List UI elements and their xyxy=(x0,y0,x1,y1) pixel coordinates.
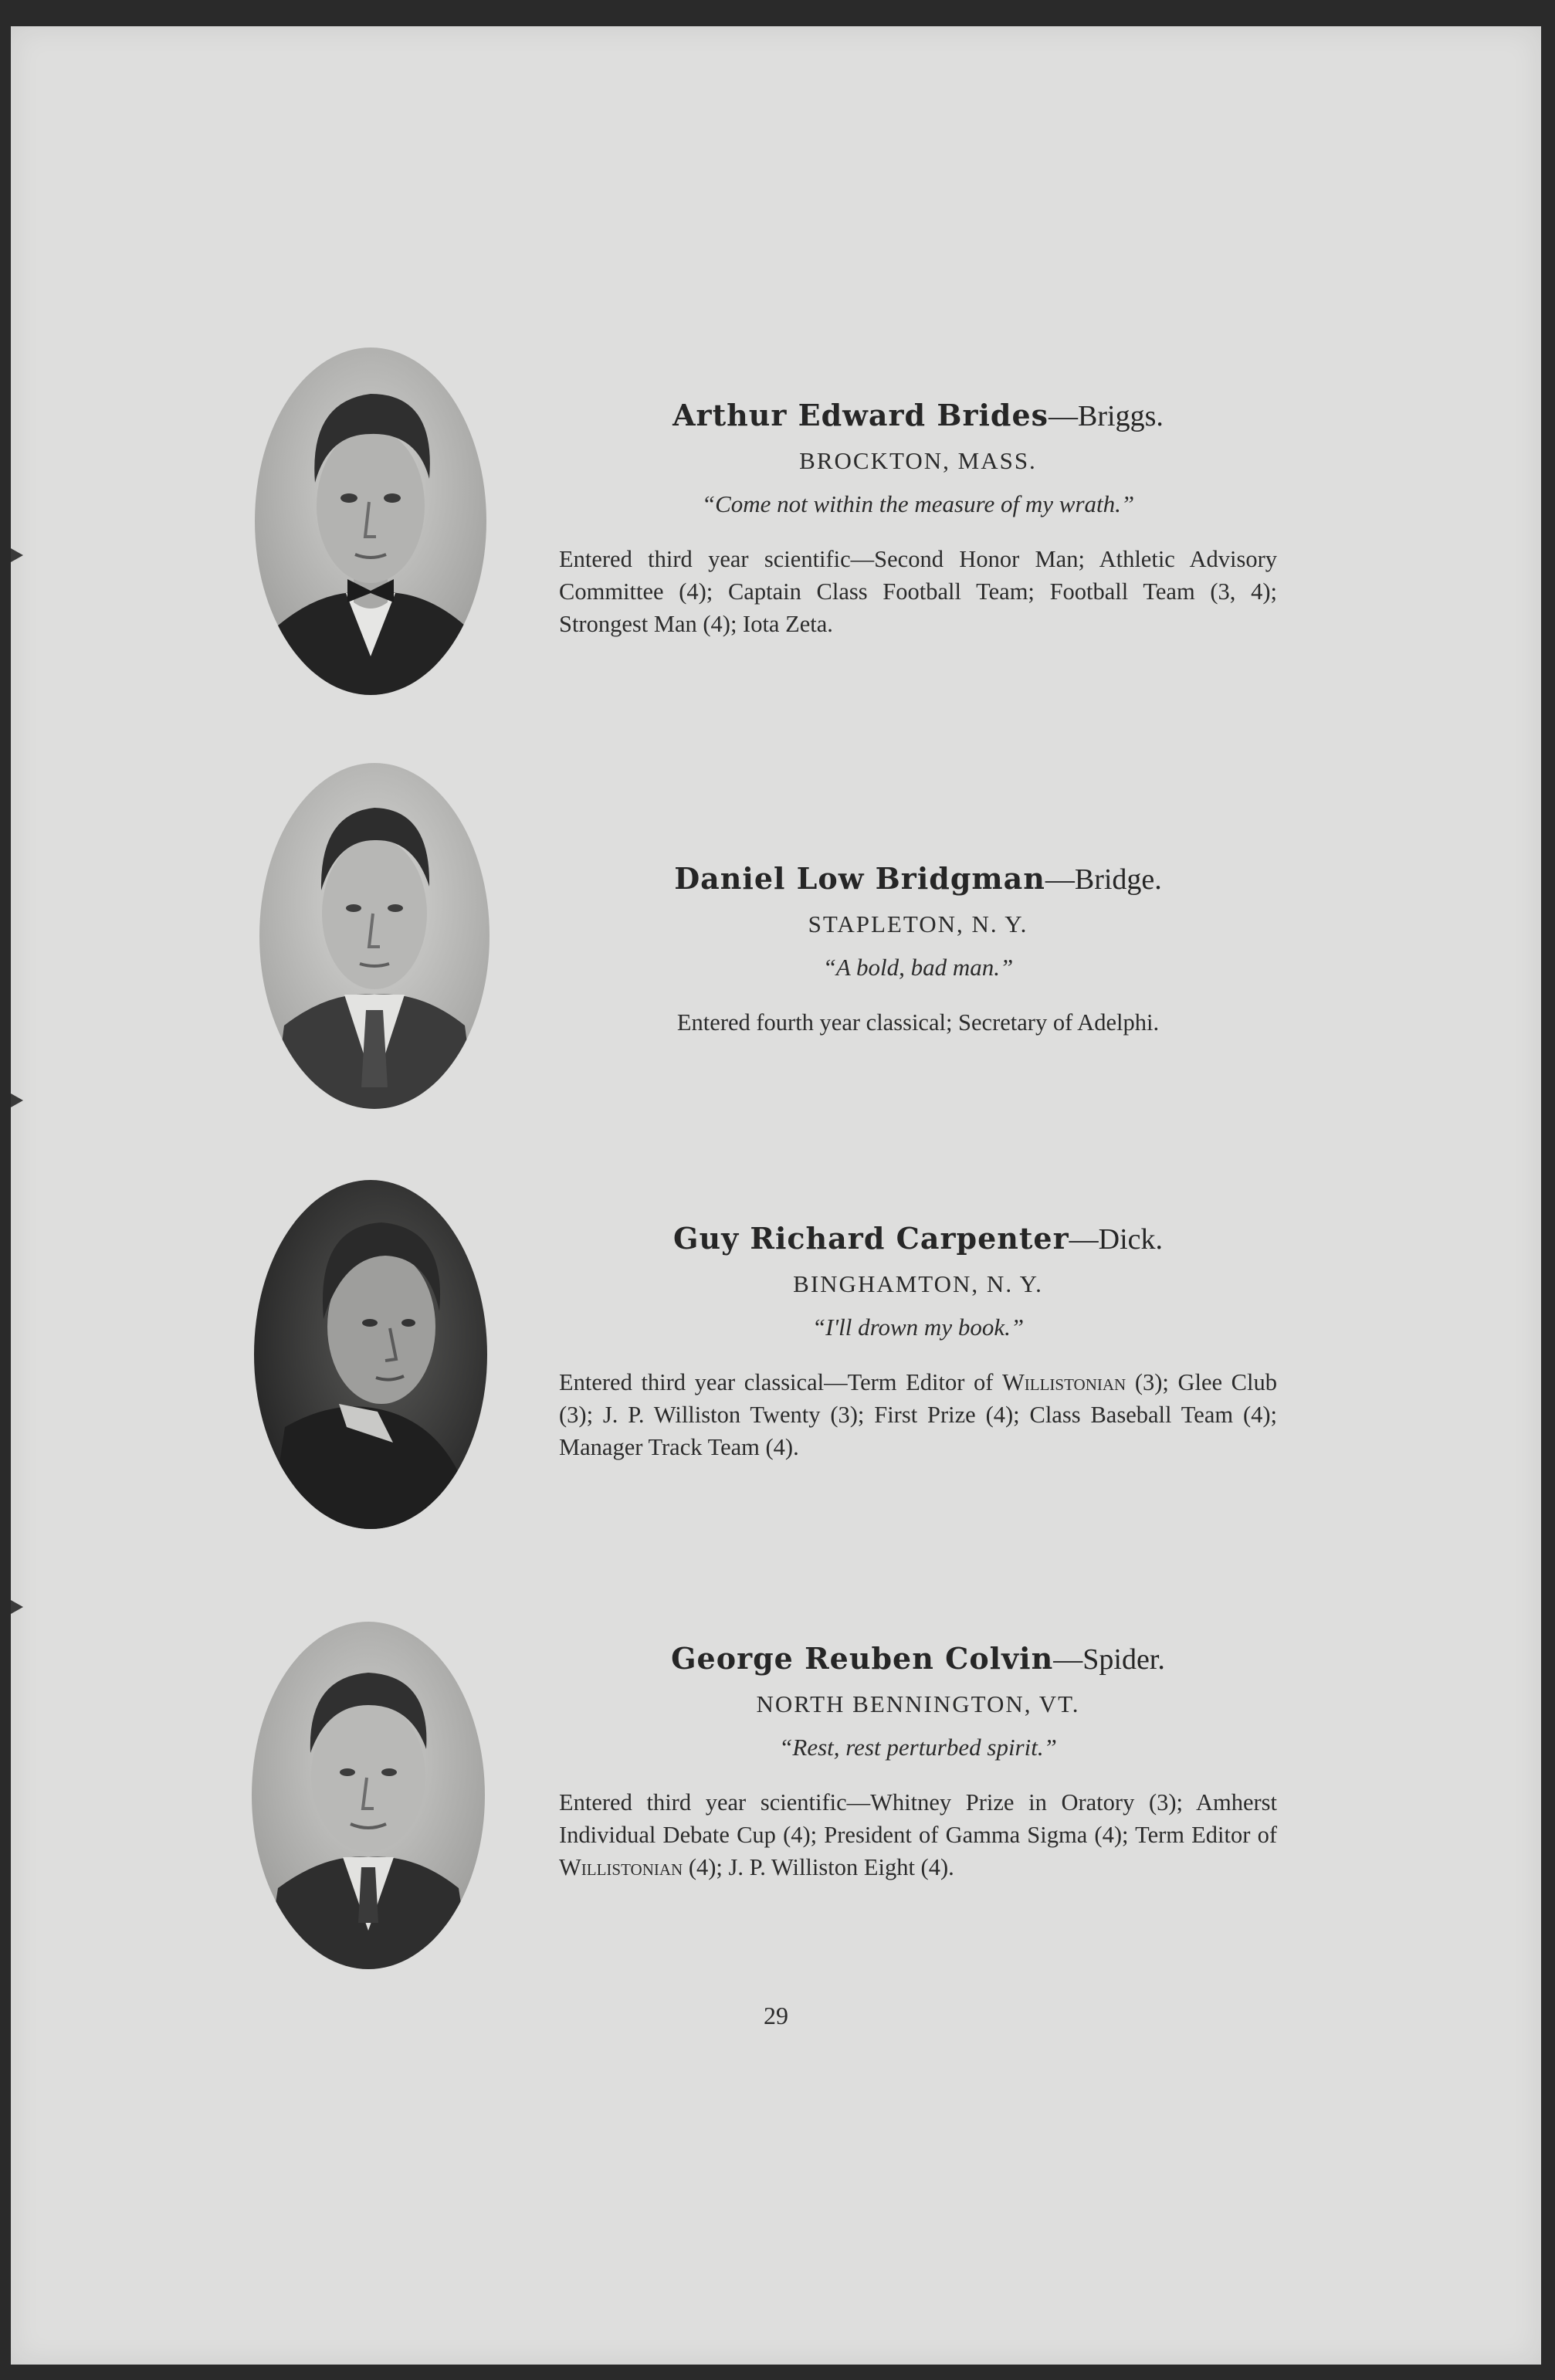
student-nickname: Spider. xyxy=(1082,1643,1165,1676)
student-portrait xyxy=(252,1622,485,1969)
student-hometown: NORTH BENNINGTON, VT. xyxy=(756,1690,1080,1717)
student-name: Arthur Edward Brides xyxy=(672,398,1049,432)
student-record xyxy=(559,1786,1277,1883)
record-publication: Willistonian xyxy=(1002,1369,1126,1395)
edge-tab-mark xyxy=(11,1093,23,1107)
student-hometown: BINGHAMTON, N. Y. xyxy=(793,1270,1043,1297)
yearbook-page xyxy=(11,26,1541,2365)
student-record: Entered fourth year classical; Secretary of Adelphi. xyxy=(676,1009,1160,1036)
student-name-line: Guy Richard Carpenter—Dick. xyxy=(673,1221,1163,1256)
student-name-line: Arthur Edward Brides—Briggs. xyxy=(672,398,1164,432)
student-hometown: STAPLETON, N. Y. xyxy=(808,910,1028,937)
record-text: (3); Glee Club (3); J. P. Williston Twenty (3); First Prize (4); Class Baseball Team (4); Manager Track Team (4). xyxy=(559,1369,1277,1460)
student-record xyxy=(559,1366,1277,1463)
record-text: Entered third year scientific—Whitney Prize in Oratory (3); Amherst Individual Debate Cup (4); President of Gamma Sigma (4); Term Editor of xyxy=(559,1789,1277,1848)
student-name-line: Daniel Low Bridgman—Bridge. xyxy=(674,861,1162,896)
student-portrait xyxy=(255,348,486,695)
student-motto: “Rest, rest perturbed spirit.” xyxy=(779,1734,1057,1761)
student-nickname: Dick. xyxy=(1098,1223,1163,1256)
student-name-line: George Reuben Colvin—Spider. xyxy=(671,1641,1165,1676)
record-publication: Willistonian xyxy=(559,1854,683,1880)
student-portrait xyxy=(259,763,490,1109)
page-number: 29 xyxy=(764,2002,788,2029)
record-text: (4); J. P. Williston Eight (4). xyxy=(683,1854,954,1880)
student-nickname: Bridge. xyxy=(1074,863,1162,896)
student-record: Entered third year scientific—Second Honor Man; Athletic Advisory Committee (4); Captain Class Football Team; Football Team (3, 4); Strongest Man (4); Iota Zeta. xyxy=(559,546,1277,637)
student-motto: “A bold, bad man.” xyxy=(822,954,1014,981)
student-name: George Reuben Colvin xyxy=(671,1641,1054,1676)
student-motto: “I'll drown my book.” xyxy=(811,1314,1025,1341)
student-motto: “Come not within the measure of my wrath.” xyxy=(701,490,1135,517)
record-text: Entered third year classical—Term Editor of xyxy=(559,1369,1002,1395)
edge-tab-mark xyxy=(11,1600,23,1614)
student-portrait xyxy=(254,1180,487,1529)
student-hometown: BROCKTON, MASS. xyxy=(799,447,1037,474)
student-name: Daniel Low Bridgman xyxy=(674,861,1045,896)
student-nickname: Briggs. xyxy=(1078,400,1164,432)
student-name: Guy Richard Carpenter xyxy=(673,1221,1069,1256)
edge-tab-mark xyxy=(11,548,23,562)
